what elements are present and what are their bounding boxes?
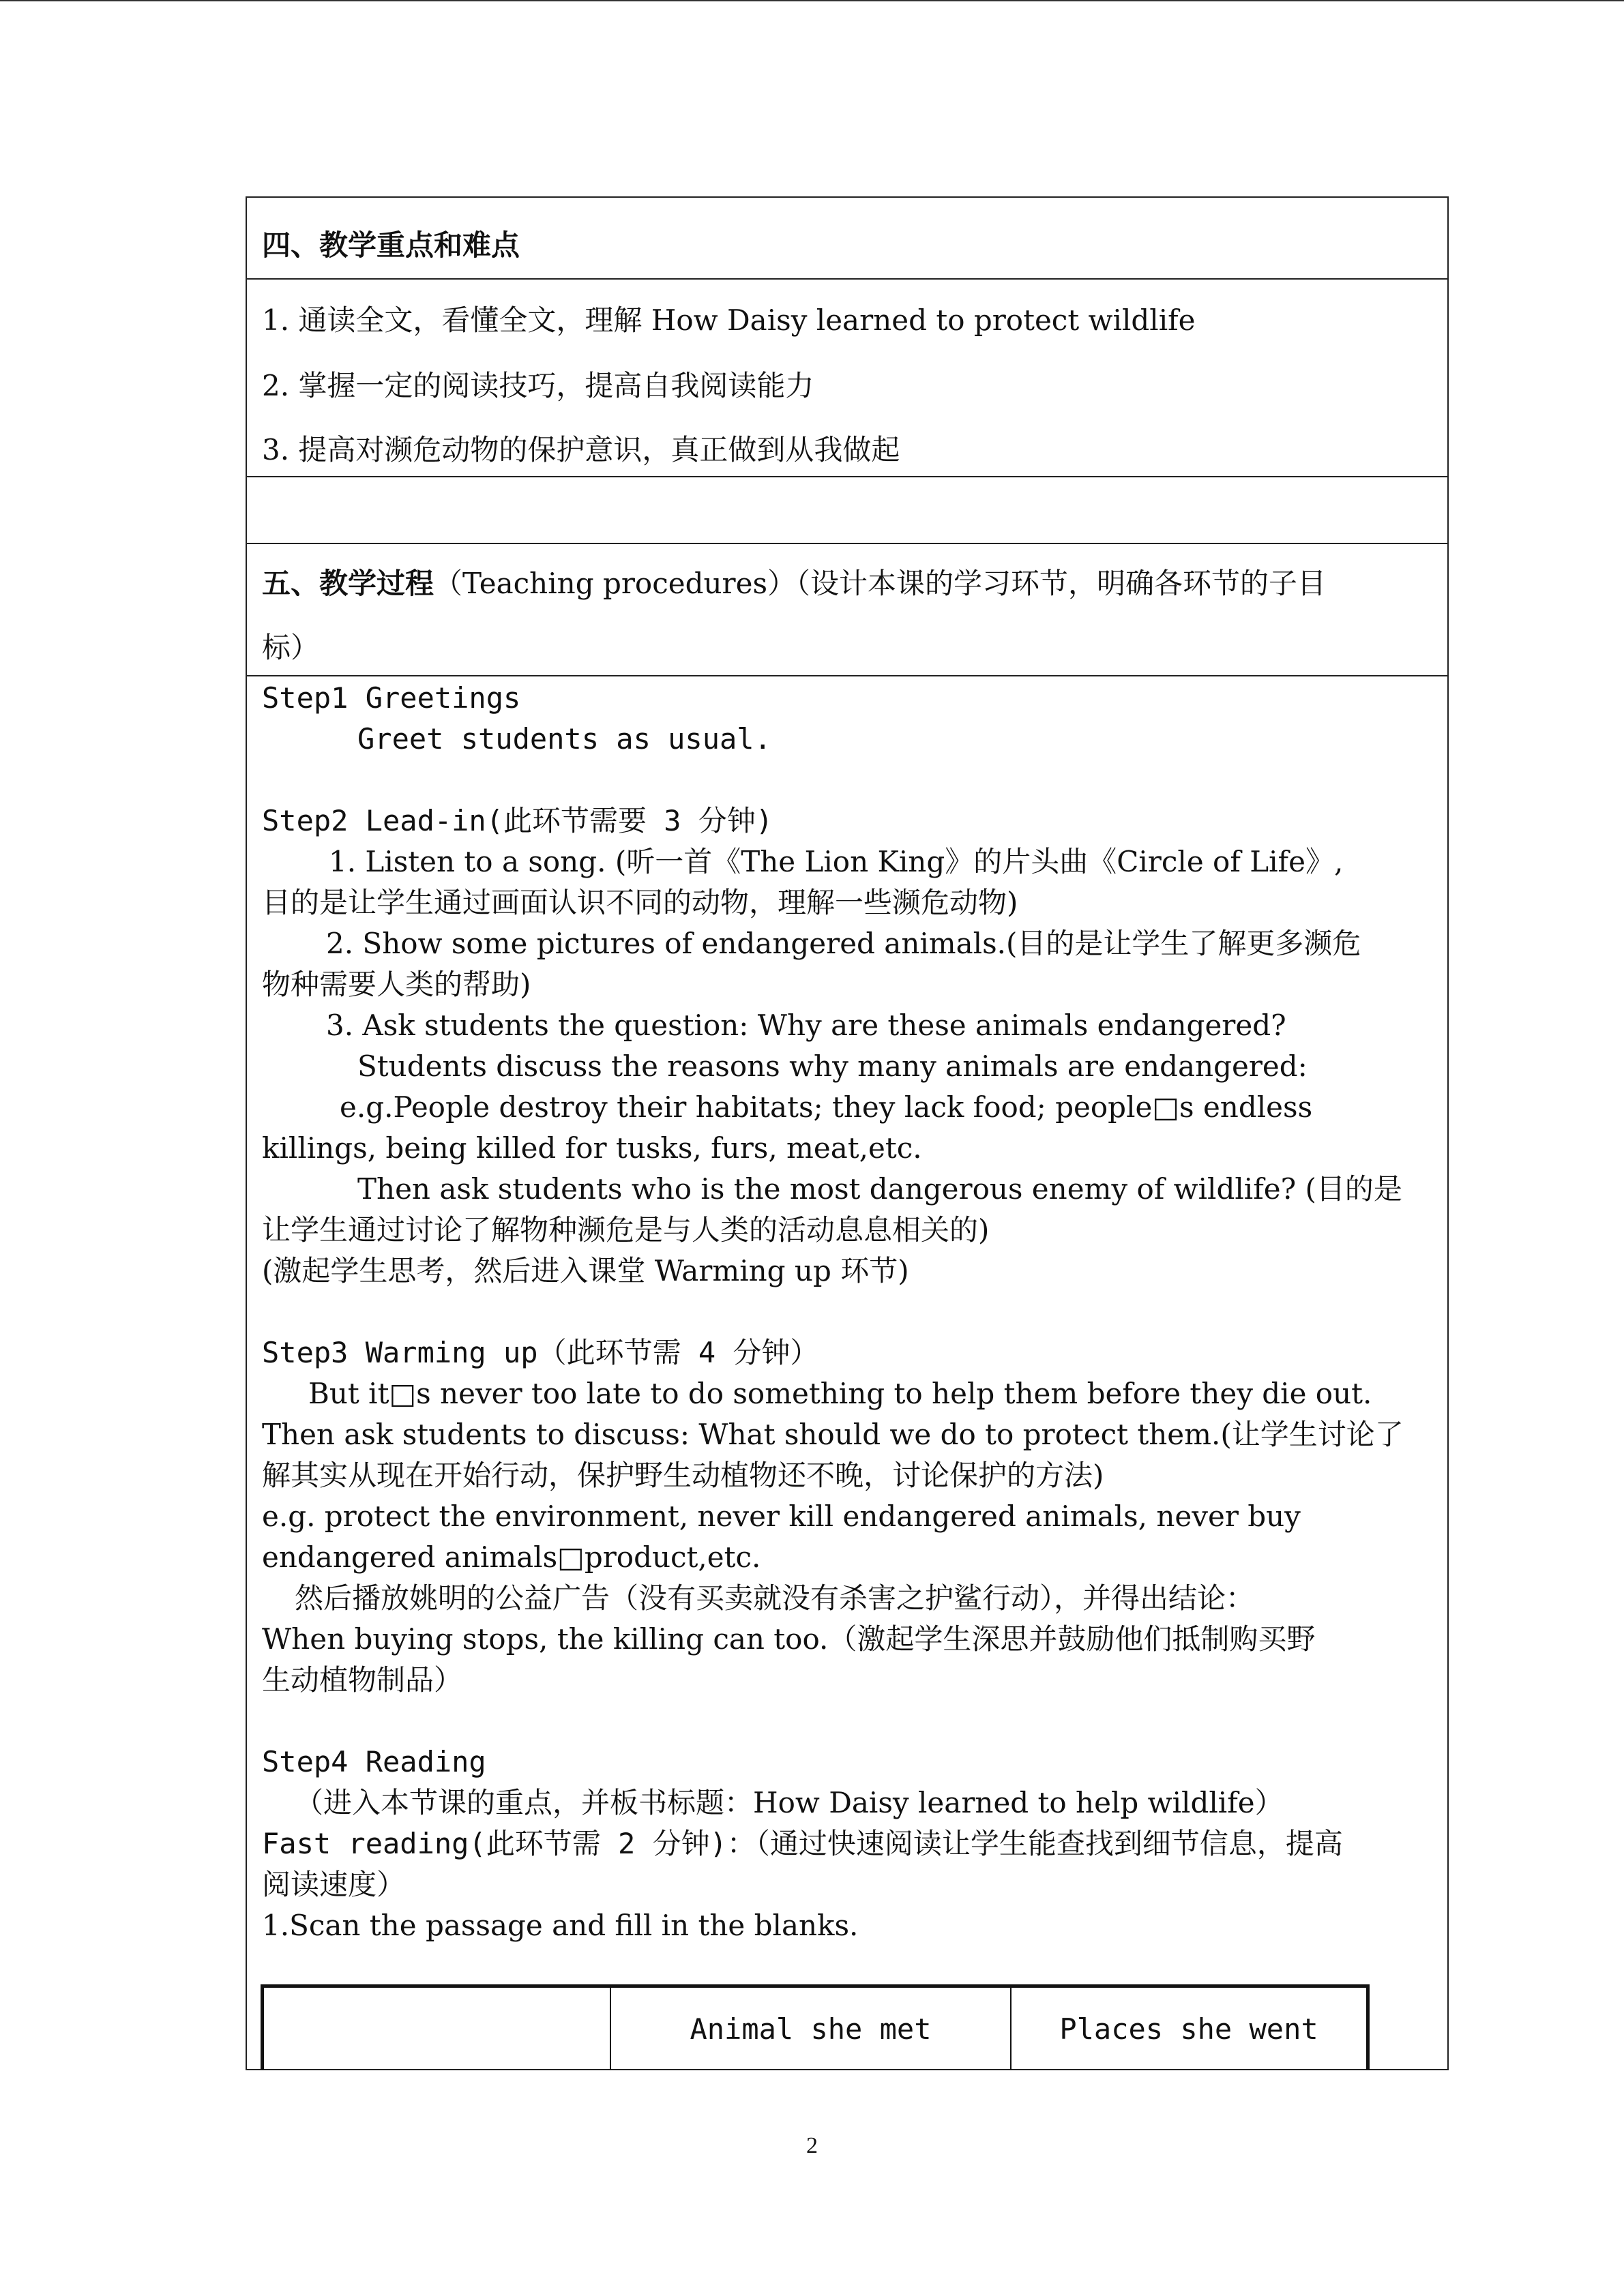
section5-heading-line2: 标） (262, 631, 320, 664)
step2-line-5: 3. Ask students the question: Why are these animals endangered? (326, 1009, 1286, 1042)
step4-title: Step4 Reading (262, 1745, 486, 1778)
step2-line-1: 1. Listen to a song. (听一首《The Lion King》的片头曲《Circle of Life》, (329, 845, 1344, 878)
table-header-animal: Animal she met (611, 1988, 1012, 2070)
step3-line-7: When buying stops, the killing can too.（激起学生深思并鼓励他们抵制购买野 (262, 1622, 1316, 1656)
step3-line-2: Then ask students to discuss: What should we do to protect them.(让学生讨论了 (262, 1418, 1404, 1451)
table-header-places: Places she went (1059, 2012, 1318, 2046)
step4-line-4: 1.Scan the passage and fill in the blanks. (262, 1909, 859, 1942)
row-divider (246, 476, 1449, 477)
step3-line-8: 生动植物制品） (262, 1663, 463, 1697)
step3-line-6: 然后播放姚明的公益广告（没有买卖就没有杀害之护鲨行动），并得出结论： (295, 1581, 1255, 1615)
step2-line-8: killings, being killed for tusks, furs, meat,etc. (262, 1131, 922, 1165)
fill-in-table (261, 1984, 1370, 2070)
step1-title: Step1 Greetings (262, 681, 521, 715)
step2-line-2: 目的是让学生通过画面认识不同的动物，理解一些濒危动物) (262, 886, 1018, 919)
step2-line-11: (激起学生思考，然后进入课堂 Warming up 环节) (262, 1254, 909, 1287)
step3-line-1: But it□s never too late to do something to help them before they die out. (308, 1377, 1372, 1410)
section5-heading-bold: 五、教学过程 (262, 567, 434, 600)
page-number: 2 (806, 2133, 818, 2158)
step4-line-1: （进入本节课的重点，并板书标题：How Daisy learned to help wildlife） (295, 1786, 1284, 1819)
step3-line-4: e.g. protect the environment, never kill endangered animals, never buy (262, 1500, 1301, 1533)
section4-heading: 四、教学重点和难点 (262, 228, 520, 262)
step2-line-10: 让学生通过讨论了解物种濒危是与人类的活动息息相关的) (262, 1213, 990, 1247)
row-divider (246, 278, 1449, 280)
step2-line-7: e.g.People destroy their habitats; they lack food; people□s endless (340, 1090, 1313, 1124)
step2-line-6: Students discuss the reasons why many animals are endangered: (357, 1049, 1308, 1083)
step4-line-3: 阅读速度） (262, 1868, 406, 1901)
step2-title: Step2 Lead-in(此环节需要 3 分钟) (262, 804, 773, 837)
section4-item-2: 2. 掌握一定的阅读技巧，提高自我阅读能力 (262, 369, 814, 402)
page-top-border (0, 0, 1624, 1)
step2-line-3: 2. Show some pictures of endangered animals.(目的是让学生了解更多濒危 (326, 927, 1361, 960)
section5-heading-rest: （Teaching procedures）（设计本课的学习环节，明确各环节的子目 (434, 567, 1327, 600)
step2-line-9: Then ask students who is the most dangerous enemy of wildlife? (目的是 (357, 1172, 1402, 1206)
step4-line-2: Fast reading(此环节需 2 分钟)：（通过快速阅读让学生能查找到细节信息，提高 (262, 1827, 1343, 1860)
row-divider (246, 675, 1449, 676)
step3-line-3: 解其实从现在开始行动，保护野生动植物还不晚，讨论保护的方法) (262, 1459, 1104, 1492)
section5-heading (262, 563, 1435, 604)
section4-item-3: 3. 提高对濒危动物的保护意识，真正做到从我做起 (262, 433, 900, 466)
step3-title: Step3 Warming up（此环节需 4 分钟） (262, 1336, 819, 1369)
section4-item-1: 1. 通读全文，看懂全文，理解 How Daisy learned to protect wildlife (262, 303, 1196, 337)
step3-line-5: endangered animals□product,etc. (262, 1540, 761, 1574)
step1-text: Greet students as usual. (357, 722, 771, 756)
step2-line-4: 物种需要人类的帮助) (262, 968, 531, 1001)
row-divider (246, 543, 1449, 544)
table-header-cell-empty (264, 1988, 611, 2070)
